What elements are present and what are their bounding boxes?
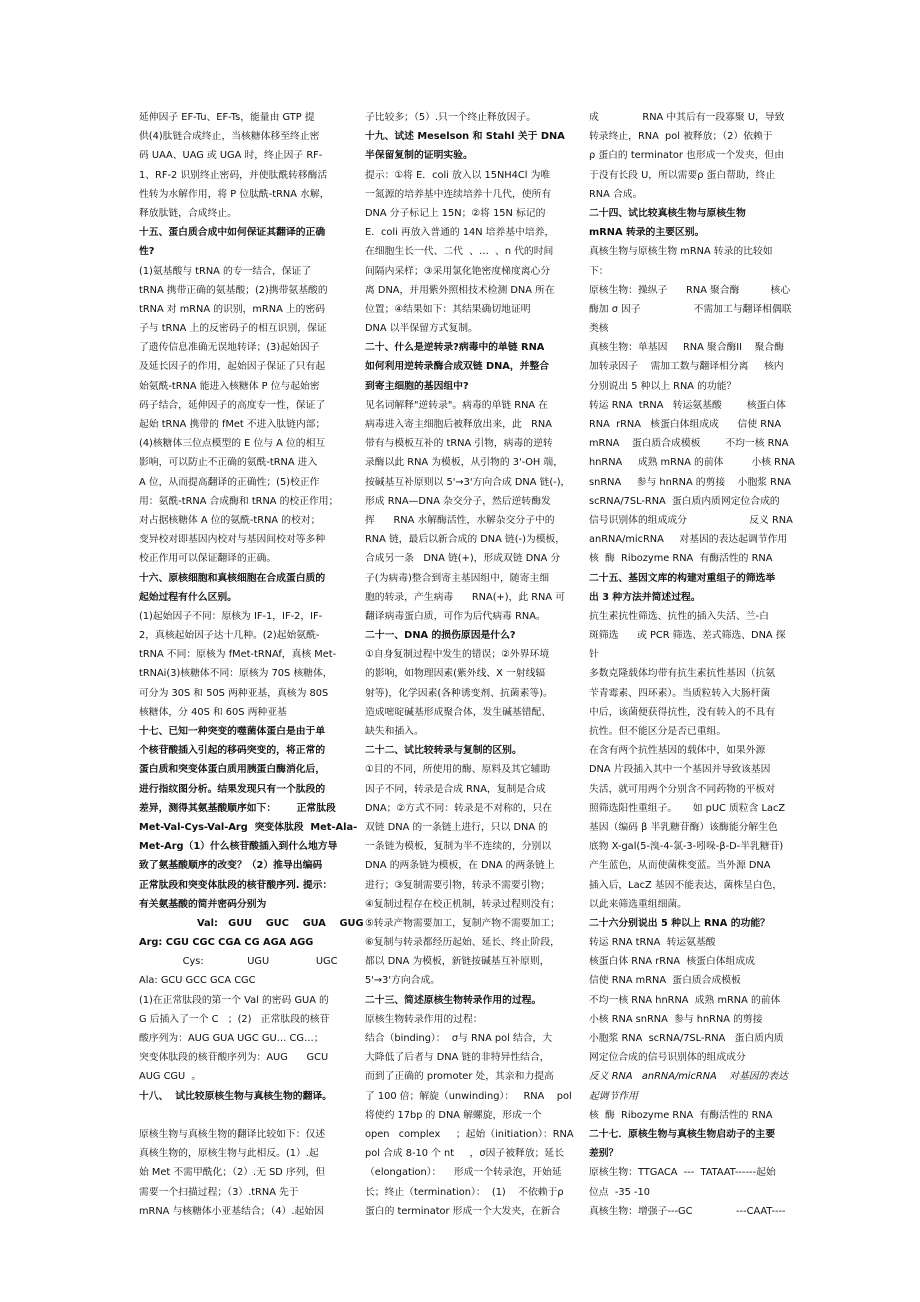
text-line: 核 酶 Ribozyme RNA 有酶活性的 RNA [589, 553, 773, 565]
text-line: DNA 以半保留方式复制。 [365, 323, 478, 335]
text-line: AUG CGU 。 [139, 1071, 202, 1083]
heading-line: mRNA 转录的主要区别。 [589, 227, 705, 239]
text-line: 提示：①将 E．coli 放入以 15NH4Cl 为唯 [365, 169, 551, 181]
text-line: 真核生物与原核生物 mRNA 转录的比较如 [589, 246, 773, 258]
text-line: 按碱基互补原则以 5'→3'方向合成 DNA 链(-)， [365, 476, 571, 488]
heading-line: 二十六分别说出 5 种以上 RNA 的功能？ [589, 917, 770, 929]
heading-line: 致了氨基酸顺序的改变？（2）推导出编码 [139, 860, 323, 872]
heading-line: 十八、 试比较原核生物与真核生物的翻译。 [139, 1090, 332, 1102]
heading-line: 差异，测得其氨基酸顺序如下： 正常肽段 [139, 802, 336, 814]
text-line: anRNA/micRNA 对基因的表达起调节作用 [589, 534, 788, 546]
text-line: Cys: UGU UGC [139, 956, 338, 968]
text-line: 小核 RNA snRNA 参与 hnRNA 的剪接 [589, 1013, 763, 1025]
heading-line: 蛋白质和突变体蛋白质用胰蛋白酶消化后， [139, 764, 326, 776]
text-line: 可分为 30S 和 50S 两种亚基，真核为 80S [139, 687, 329, 699]
text-line: 成 RNA 中其后有一段寡聚 U，导致 [589, 112, 785, 123]
text-line: (1)氨基酸与 tRNA 的专一结合，保证了 [139, 265, 312, 277]
heading-line: 十五、蛋白质合成中如何保证其翻译的正确 [139, 227, 326, 239]
text-line: (1)起始因子不同：原核为 IF-1，IF-2，IF- [139, 610, 323, 622]
text-line: 缺失和插入。 [365, 726, 424, 737]
text-line: 针 [589, 649, 599, 661]
text-line: 反义 RNA anRNA/micRNA 对基因的表达 [589, 1071, 788, 1083]
heading-line: 二十五、基因文库的构建对重组子的筛选举 [589, 572, 776, 584]
heading-line: Met-Val-Cys-Val-Arg 突变体肽段 Met-Ala- [139, 821, 358, 833]
text-line: Ala: GCU GCC GCA CGC [139, 975, 256, 987]
text-line: 核糖体，分 40S 和 60S 两种亚基 [139, 706, 287, 718]
text-column-middle [365, 108, 574, 1221]
text-line: RNA 合成。 [589, 188, 643, 200]
text-line: 在细胞生长一代、二代 、… 、n 代的时间 [365, 246, 554, 258]
text-line: 起调节作用 [589, 1090, 638, 1102]
heading-line: 到寄主细胞的基因组中? [365, 380, 469, 392]
text-line: 信使 RNA mRNA 蛋白质合成模板 [589, 975, 741, 987]
text-line: 于没有长段 U，所以需要ρ 蛋白帮助，终止 [589, 169, 776, 181]
heading-line: 二十一、DNA 的损伤原因是什么? [365, 630, 516, 642]
text-line: 间隔内采样；③采用氯化铯密度梯度离心分 [365, 265, 551, 277]
text-line: 影响，可以防止不正确的氨酰-tRNA 进入 [139, 457, 318, 469]
text-line: 真核生物：单基因 RNA 聚合酶II 聚合酶 [589, 342, 784, 354]
text-line: 进行；③复制需要引物，转录不需要引物； [365, 879, 551, 891]
text-line: 因子不同，转录是合成 RNA，复制是合成 [365, 783, 546, 795]
text-line: 子与 tRNA 上的反密码子的相互识别，保证 [139, 323, 327, 335]
text-line: RNA rRNA 核蛋白体组成成 信使 RNA [589, 419, 782, 430]
heading-line: 差别？ [589, 1148, 619, 1160]
text-line: 蛋白的 terminator 形成一个大发夹，在新合 [365, 1205, 561, 1217]
text-line: 供(4)肽链合成终止，当核糖体移至终止密 [139, 131, 320, 143]
heading-line: 二十二、试比较转录与复制的区别。 [365, 745, 522, 757]
text-line: 在含有两个抗性基因的载体中，如果外源 [589, 745, 766, 757]
text-line: 核 酶 Ribozyme RNA 有酶活性的 RNA [589, 1109, 773, 1121]
text-line: 翻译病毒蛋白质，可作为后代病毒 RNA。 [365, 610, 546, 622]
text-line: 位点 -35 -10 [589, 1186, 650, 1198]
text-line: 抗生素抗性筛选、抗性的插入失活、兰-白 [589, 610, 769, 622]
text-line: tRNA 对 mRNA 的识别，mRNA 上的密码 [139, 303, 326, 315]
text-line: 原核生物与真核生物的翻译比较如下：仅述 [139, 1128, 326, 1140]
text-line: 以此来筛选重组细菌。 [589, 898, 687, 910]
text-line: 性转为水解作用，将 P 位肽酰-tRNA 水解， [139, 188, 330, 200]
text-line: tRNA 不同：原核为 fMet-tRNAf，真核 Met- [139, 649, 337, 661]
text-line: 子比较多；（5）.只一个终止释放因子。 [365, 112, 536, 123]
text-line: 带有与模板互补的 tRNA 引物，病毒的逆转 [365, 438, 553, 450]
text-line: 类核 [589, 323, 609, 335]
heading-line: 正常肽段和突变体肽段的核苷酸序列. 提示： [139, 879, 333, 891]
text-line: 原核生物转录作用的过程： [365, 1013, 483, 1025]
text-line: 了遗传信息准确无误地转译；(3)起始因子 [139, 342, 320, 354]
text-line: 真核生物：增强子---GC ---CAAT---- [589, 1205, 786, 1217]
text-line: 长；终止（termination）： (1) 不依赖于ρ [365, 1186, 564, 1198]
text-line: 基因（编码 β 半乳糖苷酶）该酶能分解生色 [589, 821, 778, 833]
text-line: 中后，该菌便获得抗性，没有转入的不具有 [589, 706, 776, 718]
text-line: (1)在正常肽段的第一个 Val 的密码 GUA 的 [139, 994, 329, 1006]
text-line: 5'→3'方向合成。 [365, 975, 441, 987]
text-line: 射等)，化学因素(各种诱变剂、抗菌素等)。 [365, 687, 553, 699]
text-line: snRNA 参与 hnRNA 的剪接 小胞浆 RNA [589, 476, 791, 488]
text-line: 码子结合，延伸因子的高度专一性，保证了 [139, 399, 326, 411]
text-line: 位置；④结果如下：其结果确切地证明 [365, 303, 531, 315]
heading-line: 十七、已知一种突变的噬菌体蛋白是由于单 [139, 726, 326, 737]
heading-line: 二十四、试比较真核生物与原核生物 [589, 207, 746, 219]
text-line: 码 UAA、UAG 或 UGA 时，终止因子 RF- [139, 150, 323, 162]
text-line: 见名词解释"逆转录"。病毒的单链 RNA 在 [365, 399, 549, 411]
text-line: 真核生物的，原核生物与此相反。(1）.起 [139, 1148, 319, 1160]
text-line: 加转录因子 需加工数与翻译相分离 核内 [589, 361, 784, 373]
text-line: 变异校对即基因内校对与基因间校对等多种 [139, 534, 326, 546]
text-line: mRNA 与核糖体小亚基结合；（4）.起始因 [139, 1205, 324, 1217]
text-line: scRNA/7SL-RNA 蛋白质内质网定位合成的 [589, 495, 780, 507]
text-line: 一氮源的培养基中连续培养十几代，使所有 [365, 188, 552, 200]
text-line: 信号识别体的组成成分 反义 RNA [589, 514, 793, 526]
text-line: ⑤转录产物需要加工，复制产物不需要加工； [365, 917, 560, 929]
text-line: 底物 X-gal(5-溴-4-氯-3-吲哚-β-D-半乳糖苷) [589, 841, 784, 853]
text-line: ρ 蛋白的 terminator 也形成一个发夹，但由 [589, 150, 784, 162]
text-line: 都以 DNA 为模板，新链按碱基互补原则， [365, 956, 550, 968]
text-line: 突变体肽段的核苷酸序列为：AUG GCU [139, 1052, 329, 1064]
text-line: 需要一个扫描过程；（3）.tRNA 先于 [139, 1186, 299, 1198]
text-line: 大降低了后者与 DNA 链的非特异性结合， [365, 1052, 550, 1064]
heading-line: 性? [139, 246, 155, 258]
text-line: 结合（binding）： σ与 RNA pol 结合，大 [365, 1033, 553, 1044]
heading-line: 起始过程有什么区别。 [139, 591, 237, 603]
text-line: tRNA 携带正确的氨基酸；(2)携带氨基酸的 [139, 284, 328, 296]
heading-line: 二十三、简述原核生物转录作用的过程。 [365, 994, 542, 1006]
heading-line: 十六、原核细胞和真核细胞在合成蛋白质的 [139, 572, 326, 584]
text-line: 胞的转录，产生病毒 RNA(+)，此 RNA 可 [365, 591, 566, 603]
text-line: ①目的不同，所使用的酶、原料及其它辅助 [365, 764, 551, 776]
text-line: mRNA 蛋白质合成模板 不均一核 RNA [589, 438, 789, 450]
text-line: 挥 RNA 水解酶活性，水解杂交分子中的 [365, 514, 555, 526]
text-line: 原核生物：操纵子 RNA 聚合酶 核心 [589, 284, 791, 296]
text-line: (4)核糖体三位点模型的 E 位与 A 位的相互 [139, 438, 326, 450]
text-line: 起始 tRNA 携带的 fMet 不进入肽链内部； [139, 419, 326, 430]
text-line: 子(为病毒)整合到寄主基因组中，随寄主细 [365, 572, 549, 584]
text-line: 释放肽链，合成终止。 [139, 207, 237, 219]
text-line: 抗性。但不能区分是否已重组。 [589, 726, 727, 737]
text-line: ④复制过程存在校正机制，转录过程则没有； [365, 898, 560, 910]
text-line: 的影响，如物理因素(紫外线、X 一射线辐 [365, 668, 546, 680]
text-line: ⑥复制与转录都经历起始、延长、终止阶段， [365, 937, 560, 949]
text-line: 插入后，LacZ 基因不能表达，菌株呈白色， [589, 879, 783, 891]
text-line: 分别说出 5 种以上 RNA 的功能？ [589, 380, 737, 392]
text-line: 校正作用可以保证翻译的正确。 [139, 553, 277, 565]
heading-line: 出 3 种方法并简述过程。 [589, 591, 701, 603]
text-line: 转运 RNA tRNA 转运氨基酸 核蛋白体 [589, 399, 786, 411]
text-line: 转录终止，RNA pol 被释放；（2）依赖于 [589, 131, 773, 143]
text-line: 了 100 倍；解旋（unwinding）： RNA pol [365, 1090, 572, 1102]
heading-line: 半保留复制的证明实验。 [365, 150, 473, 162]
text-line: 双链 DNA 的一条链上进行，只以 DNA 的 [365, 821, 548, 833]
text-line: 苄青霉素、四环素）。当质粒转入大肠杆菌 [589, 687, 771, 699]
text-line [139, 1106, 337, 1125]
text-line: hnRNA 成熟 mRNA 的前体 小核 RNA [589, 457, 795, 469]
text-line: 将使约 17bp 的 DNA 解螺旋，形成一个 [365, 1109, 542, 1121]
text-line: pol 合成 8-10 个 nt ，σ因子被释放；延长 [365, 1148, 565, 1160]
text-line: E．coli 再放入普通的 14N 培养基中培养， [365, 227, 555, 239]
text-line: 录酶以此 RNA 为模板，从引物的 3'-OH 端， [365, 457, 563, 469]
text-line: 用：氨酰-tRNA 合成酶和 tRNA 的校正作用； [139, 495, 339, 507]
text-line: 斑筛选 或 PCR 筛选、差式筛选、DNA 探 [589, 630, 786, 642]
text-line: 合成另一条 DNA 链(+)，形成双链 DNA 分 [365, 553, 561, 565]
heading-line: Arg: CGU CGC CGA CG AGA AGG [139, 937, 314, 949]
text-column-right [589, 108, 795, 1221]
text-line: （elongation）： 形成一个转录泡，开始延 [365, 1167, 562, 1179]
text-line: 形成 RNA—DNA 杂交分子，然后逆转酶发 [365, 495, 551, 507]
text-line: 网定位合成的信号识别体的组成成分 [589, 1052, 746, 1064]
text-line: 不均一核 RNA hnRNA 成熟 mRNA 的前体 [589, 994, 781, 1006]
text-line: 转运 RNA tRNA 转运氨基酸 [589, 937, 716, 949]
text-line: ①自身复制过程中发生的错误；②外界环境 [365, 649, 550, 661]
text-line: 多数克隆载体均带有抗生素抗性基因（抗氨 [589, 668, 776, 680]
heading-line: 进行指纹图分析。结果发现只有一个肽段的 [139, 783, 326, 795]
text-line: 1、RF-2 识别终止密码，并使肽酰转移酶活 [139, 169, 328, 181]
text-line: open complex ；起始（initiation）：RNA [365, 1128, 574, 1140]
text-line: DNA；②方式不同：转录是不对称的，只在 [365, 802, 553, 814]
text-line: 原核生物：TTGACA --- TATAAT------起始 [589, 1167, 776, 1179]
heading-line: 二十七．原核生物与真核生物启动子的主要 [589, 1128, 776, 1140]
text-line: 核蛋白体 RNA rRNA 核蛋白体组成成 [589, 956, 755, 968]
text-line: tRNAi(3)核糖体不同：原核为 70S 核糖体， [139, 668, 333, 680]
heading-line: Met-Arg（1）什么核苷酸插入到什么地方导 [139, 841, 338, 853]
text-line: 离 DNA，并用紫外照相技术检测 DNA 所在 [365, 284, 555, 296]
heading-line: 十九、试述 Meselson 和 Stahl 关于 DNA [365, 131, 565, 143]
text-line: 及延长因子的作用，起始因子保证了只有起 [139, 361, 326, 373]
text-line: 而到了正确的 promoter 处，其亲和力提高 [365, 1071, 554, 1083]
text-line: 下： [589, 265, 609, 277]
text-line: 小胞浆 RNA scRNA/7SL-RNA 蛋白质内质 [589, 1033, 784, 1044]
text-line: 酸序列为：AUG GUA UGC GU… CG…； [139, 1033, 324, 1044]
text-line: 对占据核糖体 A 位的氨酰-tRNA 的校对； [139, 514, 321, 526]
text-line: 病毒进入寄主细胞后被释放出来，此 RNA [365, 419, 552, 430]
text-column-left [139, 108, 364, 1221]
text-line: DNA 分子标记上 15N；②将 15N 标记的 [365, 207, 546, 219]
heading-line: 个核苷酸插入引起的移码突变的，将正常的 [139, 745, 326, 757]
text-line: 始氨酰-tRNA 能进入核糖体 P 位与起始密 [139, 380, 320, 392]
text-line: G 后插入了一个 C ；(2) 正常肽段的核苷 [139, 1013, 330, 1025]
text-line: 始 Met 不需甲酰化；（2）.无 SD 序列，但 [139, 1167, 326, 1179]
text-line: 2，真核起始因子达十几种。(2)起始氨酰- [139, 630, 320, 642]
text-line: RNA 链，最后以新合成的 DNA 链(-)为模板， [365, 534, 566, 546]
text-line: 酶加 σ 因子 不需加工与翻译相偶联 [589, 303, 792, 315]
text-line: A 位，从而提高翻译的正确性；(5)校正作 [139, 476, 320, 488]
text-line: 照筛选阳性重组子。 如 pUC 质粒含 LacZ [589, 802, 786, 814]
text-line: 延伸因子 EF-Tu、EF-Ts，能量由 GTP 提 [139, 112, 315, 123]
text-line: DNA 的两条链为模板，在 DNA 的两条链上 [365, 860, 555, 872]
text-line: DNA 片段插入其中一个基因并导致该基因 [589, 764, 771, 776]
heading-line: 二十、什么是逆转录?病毒中的单链 RNA [365, 342, 545, 354]
heading-line: Val: GUU GUC GUA GUG [139, 917, 364, 929]
text-line: 造成嘧啶碱基形成聚合体，发生碱基错配、 [365, 706, 552, 718]
text-line: 产生蓝色，从而使菌株变蓝。当外源 DNA [589, 860, 771, 872]
heading-line: 有关氨基酸的简并密码分别为 [139, 898, 267, 910]
text-line: 失活，就可用两个分别含不同药物的平板对 [589, 783, 776, 795]
text-line: 一条链为模板，复制为半不连续的，分别以 [365, 841, 552, 853]
heading-line: 如何利用逆转录酶合成双链 DNA，并整合 [365, 361, 550, 373]
